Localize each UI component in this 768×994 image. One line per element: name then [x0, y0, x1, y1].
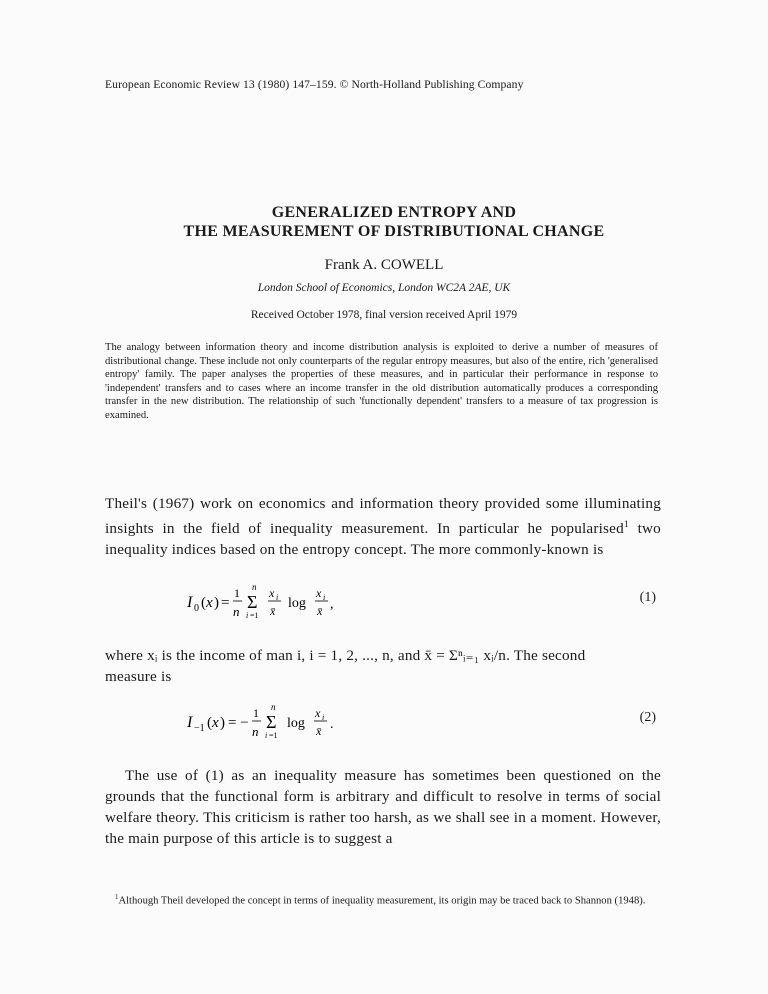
svg-text:x: x — [206, 595, 213, 611]
paper-title-line-1: GENERALIZED ENTROPY AND — [271, 204, 517, 221]
body-paragraph-3: The use of (1) as an inequality measure has sometimes been questioned on the grounds that the functional form is arbitrary and difficult to resolve in terms of social welfare theory. This criticism is rather too harsh, as we shall see in a moment. However, the main purpose of this article is to suggest a — [105, 767, 661, 847]
equation-2-formula — [185, 700, 445, 744]
svg-text:Σ: Σ — [266, 712, 277, 732]
p1-text: Theil's (1967) work on economics and information theory provided some illuminating insights in the field of inequality measurement. In particular he popularised — [105, 495, 661, 538]
svg-text:0: 0 — [194, 603, 199, 614]
svg-text:n: n — [252, 582, 257, 592]
journal-citation: European Economic Review 13 (1980) 147–159. © North-Holland Publishing Company — [105, 78, 524, 91]
paper-title-line-2: THE MEASUREMENT OF DISTRIBUTIONAL CHANGE — [183, 223, 605, 240]
svg-text:x: x — [315, 706, 321, 720]
svg-text:i: i — [265, 731, 268, 740]
footnote — [105, 891, 665, 909]
svg-text:Σ: Σ — [247, 592, 258, 612]
received-dates: Received October 1978, final version received April 1979 — [250, 309, 518, 321]
equation-1-number: (1) — [639, 590, 656, 605]
svg-text:n: n — [252, 724, 259, 739]
footnote-ref: 1 — [623, 519, 630, 530]
svg-text:n: n — [233, 604, 240, 619]
svg-text:x: x — [316, 586, 322, 600]
svg-text:i: i — [276, 593, 279, 602]
svg-text:−1: −1 — [194, 723, 205, 734]
svg-text:=: = — [221, 595, 230, 611]
equation-2-number: (2) — [639, 710, 656, 725]
p1-text-cont: two inequality indices based on the entropy concept. The more commonly-known is — [105, 520, 661, 559]
equation-1 — [0, 580, 768, 620]
svg-text:x: x — [269, 586, 275, 600]
svg-text:= −: = − — [228, 715, 249, 731]
svg-text:i: i — [323, 593, 326, 602]
svg-text:I: I — [187, 714, 193, 731]
abstract: The analogy between information theory and income distribution analysis is exploited to derive a number of measures of distributional change. These include not only counterparts of the regular entropy measures, but also of the entire, rich 'generalised entropy' family. The paper analyses the properties of these measures, and in particular their performance in response to 'independent' transfers and to cases where an income transfer in the old distribution automatically produces a corresponding transfer in the new distribution. The relationship of such 'functionally dependent' transfers to a measure of tax progression is examined. — [105, 342, 658, 421]
body-paragraph-2-line-1: where xᵢ is the income of man i, i = 1, 2, ..., n, and x̄ = Σⁿᵢ₌₁ xᵢ/n. The second — [105, 647, 586, 664]
svg-text:log: log — [288, 596, 306, 611]
equation-2 — [0, 700, 768, 740]
svg-text:I: I — [187, 594, 193, 611]
svg-text:.: . — [330, 717, 334, 732]
svg-text:): ) — [214, 595, 219, 611]
svg-text:i: i — [246, 611, 249, 620]
svg-text:(: ( — [201, 595, 206, 611]
svg-text:x̄: x̄ — [316, 724, 322, 738]
svg-text:=1: =1 — [269, 731, 278, 740]
svg-text:n: n — [271, 702, 276, 712]
svg-text:i: i — [322, 713, 325, 722]
footnote-marker: 1 — [115, 894, 119, 901]
author-name: Frank A. COWELL — [324, 257, 444, 273]
svg-text:,: , — [330, 597, 334, 612]
svg-text:x̄: x̄ — [270, 604, 276, 618]
body-paragraph-1 — [105, 493, 661, 560]
svg-text:=1: =1 — [250, 611, 259, 620]
svg-text:x̄: x̄ — [317, 604, 323, 618]
svg-text:(: ( — [207, 715, 212, 731]
svg-text:1: 1 — [253, 706, 259, 720]
equation-1-formula — [185, 580, 445, 624]
body-paragraph-2-line-2: measure is — [105, 668, 172, 685]
svg-text:): ) — [220, 715, 225, 731]
svg-text:1: 1 — [234, 586, 240, 600]
svg-text:log: log — [287, 716, 305, 731]
author-affiliation: London School of Economics, London WC2A 2AE, UK — [257, 282, 511, 294]
svg-text:x: x — [212, 715, 219, 731]
footnote-text: Although Theil developed the concept in terms of inequality measurement, its origin may be traced back to Shannon (1948). — [118, 895, 646, 907]
